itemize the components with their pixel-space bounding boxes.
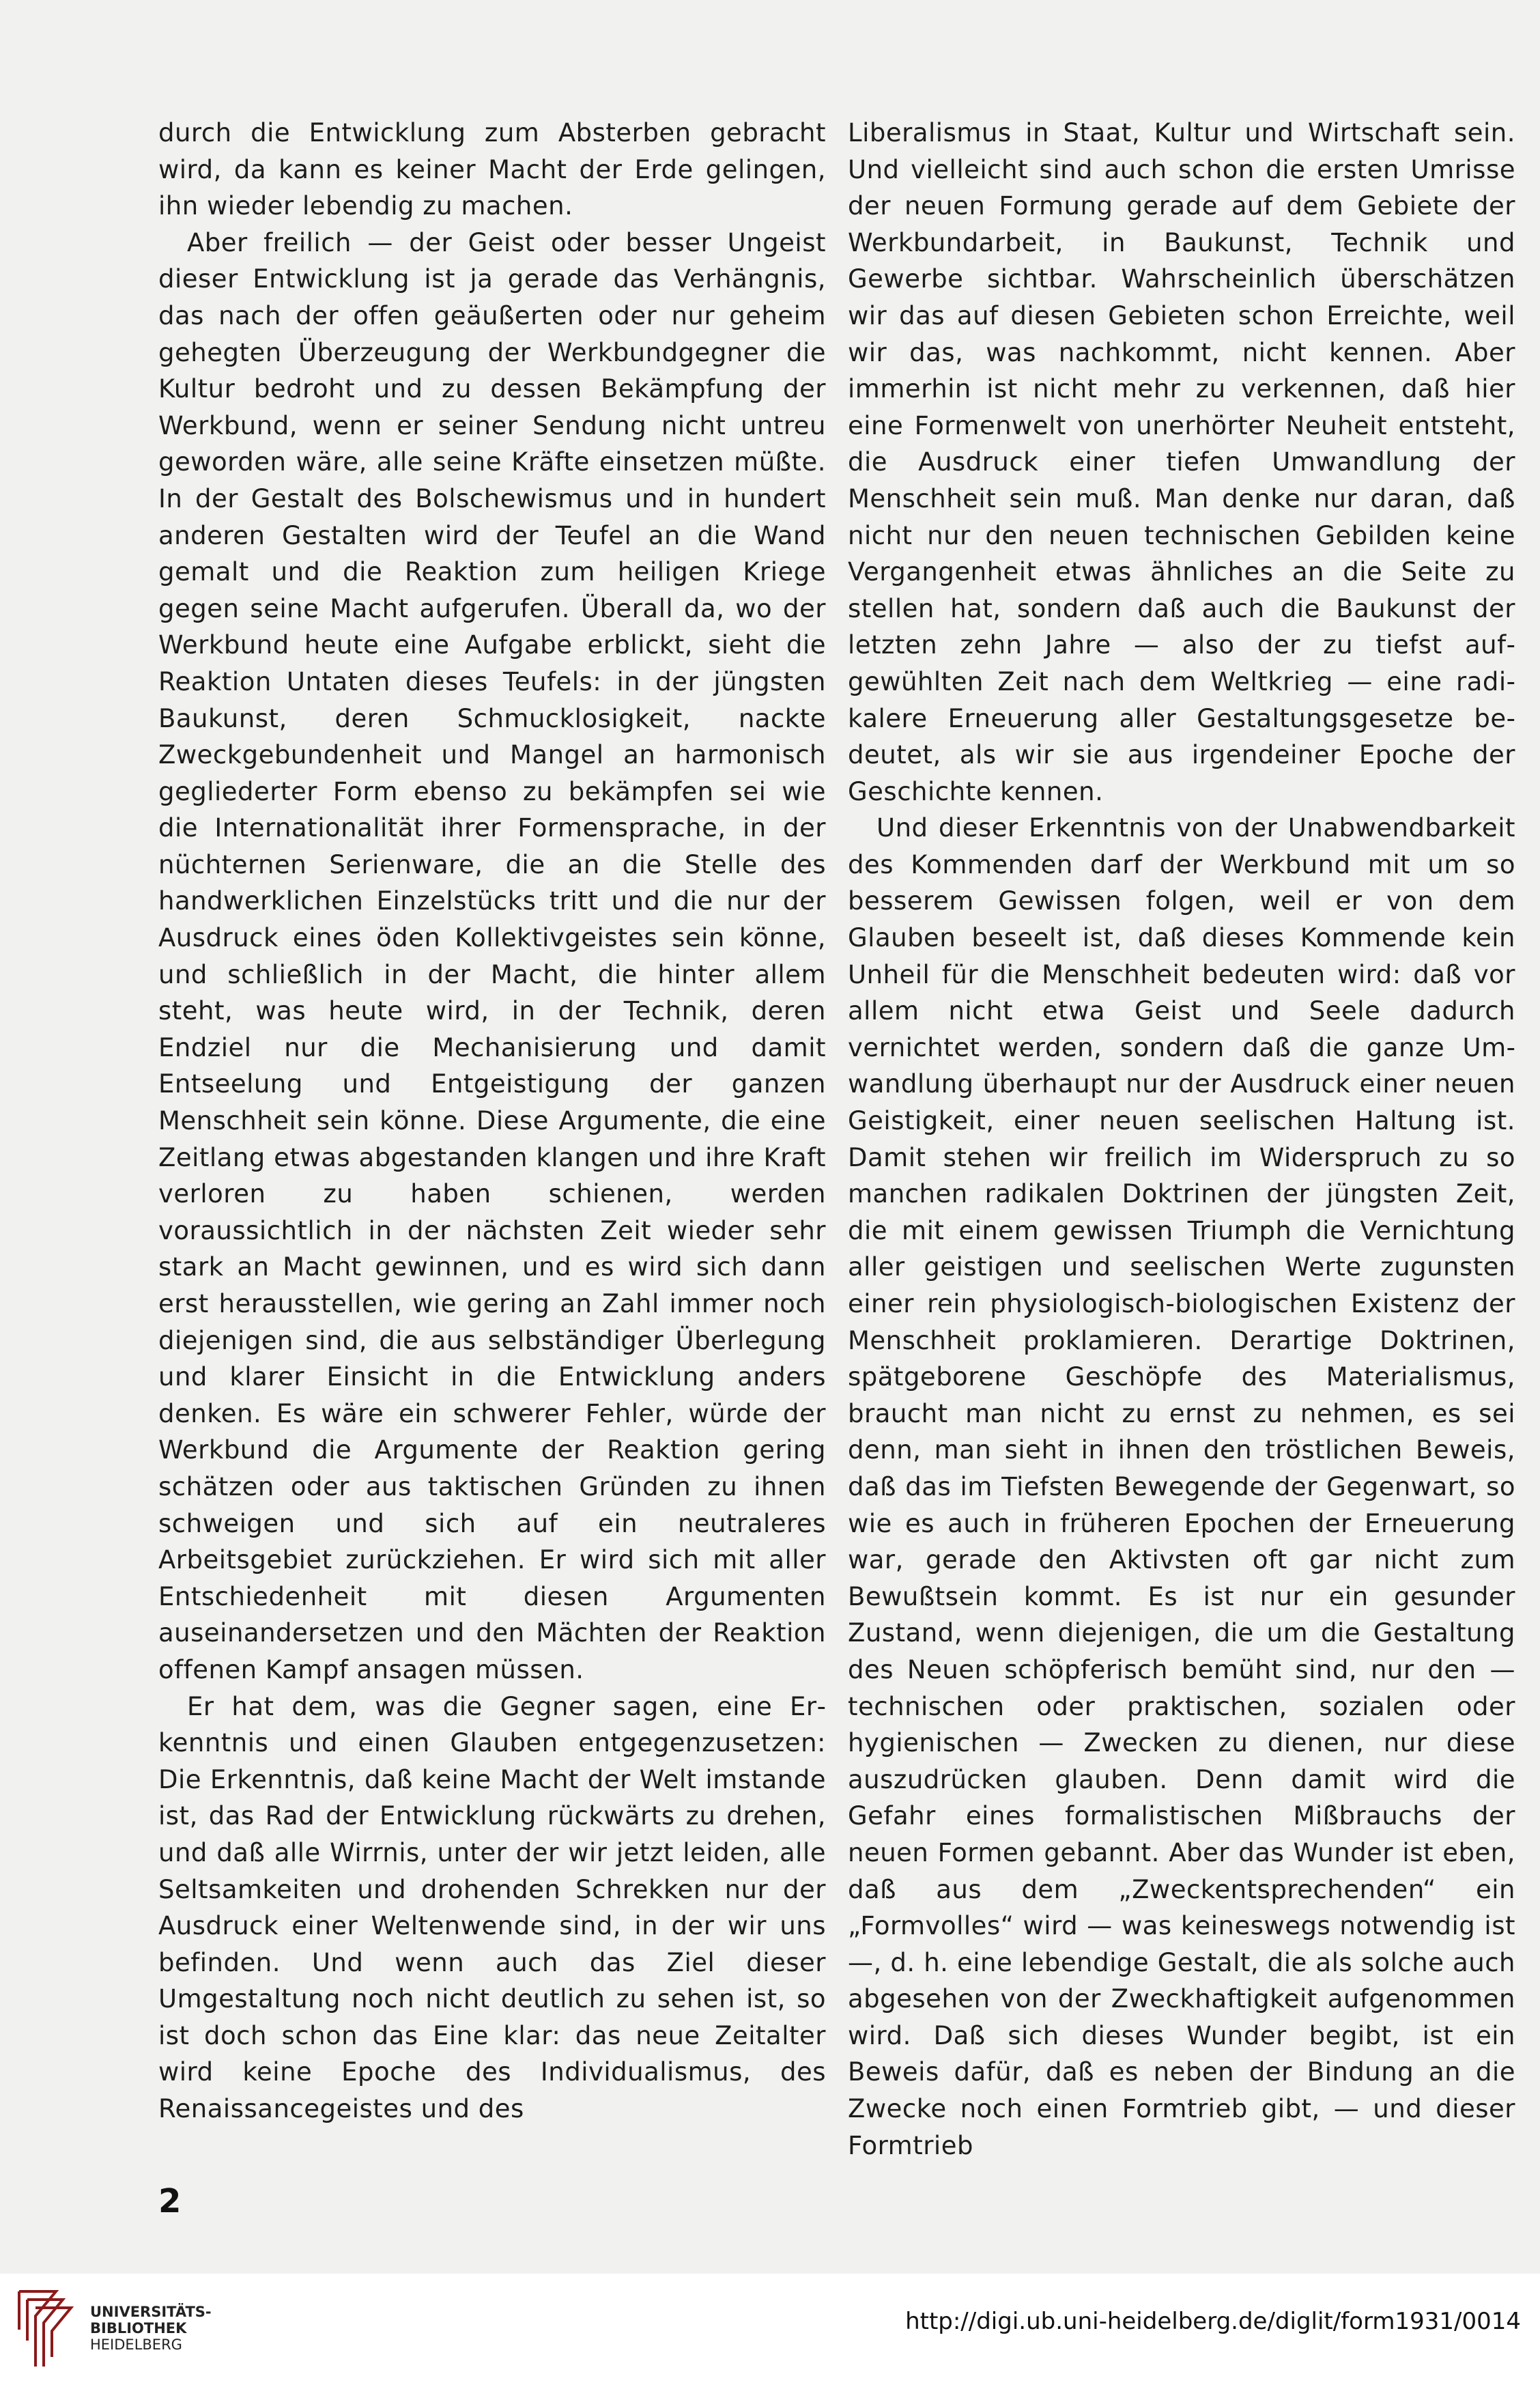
- text-column-left: [158, 115, 826, 2128]
- page-number: 2: [158, 2182, 182, 2220]
- paragraph-3: Er hat dem, was die Gegner sagen, eine Erkenntnis und einen Glauben entgegenzusetzen: Die Erkenntnis, daß keine Macht der Welt imstande ist, das Rad der Entwicklung rückwärts zu drehen, und daß alle Wirrnis, unter der wir jetzt leiden, alle Seltsamkeiten und drohenden Schrekken nur der Ausdruck einer Weltenwende sind, in der wir uns befinden. Und wenn auch das Ziel dieser Umgestaltung noch nicht deutlich zu sehen ist, so ist doch schon das Eine klar: das neue Zeitalter wird keine Epoche des Individualismus, des Renaissancegeistes und des: [158, 1691, 826, 2124]
- library-logo-icon: [15, 2289, 81, 2369]
- source-url-link[interactable]: http://digi.ub.uni-heidelberg.de/diglit/form1931/0014: [905, 2308, 1521, 2335]
- library-name-line1: UNIVERSITÄTS-: [90, 2304, 212, 2320]
- paragraph-1: durch die Entwicklung zum Absterben gebracht wird, da kann es keiner Macht der Erde gelingen, ihn wieder lebendig zu machen.: [158, 118, 826, 221]
- library-name: [90, 2304, 212, 2353]
- library-name-line2: BIBLIOTHEK: [90, 2320, 187, 2336]
- paragraph-4: Liberalismus in Staat, Kultur und Wirtschaft sein. Und vielleicht sind auch schon die ersten Umrisse der neuen Formung gerade auf dem Gebiete der Werkbundarbeit, in Baukunst, Technik und Gewerbe sichtbar. Wahrscheinlich überschätzen wir das auf diesen Gebieten schon Erreichte, weil wir das, was nachkommt, nicht kennen. Aber immerhin ist nicht mehr zu verkennen, daß hier eine Formenwelt von unerhörter Neuheit entsteht, die Ausdruck einer tiefen Umwandlung der Menschheit sein muß. Man denke nur daran, daß nicht nur den neuen technischen Gebilden keine Vergangenheit etwas ähnliches an die Seite zu stellen hat, sondern daß auch die Baukunst der letzten zehn Jahre — also der zu tiefst aufgewühlten Zeit nach dem Weltkrieg — eine radikalere Erneuerung aller Gestaltungsgesetze bedeutet, als wir sie aus irgendeiner Epoche der Geschichte kennen.: [848, 118, 1515, 806]
- footer-bar: [0, 2274, 1540, 2387]
- text-column-right: [848, 115, 1515, 2164]
- paragraph-5: Und dieser Erkenntnis von der Unabwendbarkeit des Kommenden darf der Werkbund mit um so besserem Gewissen folgen, weil er von dem Glauben beseelt ist, daß dieses Kommende kein Unheil für die Menschheit bedeuten wird: daß vor allem nicht etwa Geist und Seele dadurch vernichtet werden, sondern daß die ganze Umwandlung überhaupt nur der Ausdruck einer neuen Geistigkeit, einer neuen seelischen Haltung ist. Damit stehen wir freilich im Widerspruch zu so manchen radikalen Doktrinen der jüngsten Zeit, die mit einem gewissen Triumph die Vernichtung aller geistigen und seelischen Werte zugunsten einer rein physiologisch-biologischen Existenz der Menschheit proklamieren. Derartige Doktrinen, spätgeborene Geschöpfe des Materialismus, braucht man nicht zu ernst zu nehmen, es sei denn, man sieht in ihnen den tröstlichen Beweis, daß das im Tiefsten Bewegende der Gegenwart, so wie es auch in früheren Epochen der Erneuerung war, gerade den Aktivsten oft gar nicht zum Bewußtsein kommt. Es ist nur ein gesunder Zustand, wenn diejenigen, die um die Gestaltung des Neuen schöpferisch bemüht sind, nur den — technischen oder praktischen, sozialen oder hygienischen — Zwecken zu dienen, nur diese auszudrücken glauben. Denn damit wird die Gefahr eines formalistischen Mißbrauchs der neuen Formen gebannt. Aber das Wunder ist eben, daß aus dem „Zweckentsprechenden“ ein „Formvolles“ wird — was keineswegs notwendig ist —, d. h. eine lebendige Gestalt, die als solche auch abgesehen von der Zweckhaftigkeit aufgenommen wird. Daß sich dieses Wunder begibt, ist ein Beweis dafür, daß es neben der Bindung an die Zwecke noch einen Formtrieb gibt, — und dieser Formtrieb: [848, 813, 1515, 2160]
- paragraph-2: Aber freilich — der Geist oder besser Ungeist dieser Entwicklung ist ja gerade das Verhängnis, das nach der offen geäußerten oder nur geheim gehegten Überzeugung der Werkbundgegner die Kultur bedroht und zu dessen Bekämpfung der Werkbund, wenn er seiner Sendung nicht untreu geworden wäre, alle seine Kräfte einsetzen müßte. In der Gestalt des Bolschewismus und in hundert anderen Gestalten wird der Teufel an die Wand gemalt und die Reaktion zum heiligen Kriege gegen seine Macht aufgerufen. Überall da, wo der Werkbund heute eine Aufgabe erblickt, sieht die Reaktion Untaten dieses Teufels: in der jüngsten Baukunst, deren Schmucklosigkeit, nackte Zweckgebundenheit und Mangel an harmonisch gegliederter Form ebenso zu bekämpfen sei wie die Internationalität ihrer Formensprache, in der nüchternen Serienware, die an die Stelle des handwerklichen Einzelstücks tritt und die nur der Ausdruck eines öden Kollektivgeistes sein könne, und schließlich in der Macht, die hinter allem steht, was heute wird, in der Technik, deren Endziel nur die Mechanisierung und damit Entseelung und Entgeistigung der ganzen Menschheit sein könne. Diese Argumente, die eine Zeitlang etwas abgestanden klangen und ihre Kraft verloren zu haben schienen, werden voraussichtlich in der nächsten Zeit wieder sehr stark an Macht gewinnen, und es wird sich dann erst herausstellen, wie gering an Zahl immer noch diejenigen sind, die aus selbständiger Überlegung und klarer Einsicht in die Entwicklung anders denken. Es wäre ein schwerer Fehler, würde der Werkbund die Argumente der Reaktion gering schätzen oder aus taktischen Gründen zu ihnen schweigen und sich auf ein neutraleres Arbeitsgebiet zurückziehen. Er wird sich mit aller Entschiedenheit mit diesen Argumenten auseinandersetzen und den Mächten der Reaktion offenen Kampf ansagen müssen.: [158, 227, 826, 1684]
- library-name-line3: HEIDELBERG: [90, 2336, 182, 2353]
